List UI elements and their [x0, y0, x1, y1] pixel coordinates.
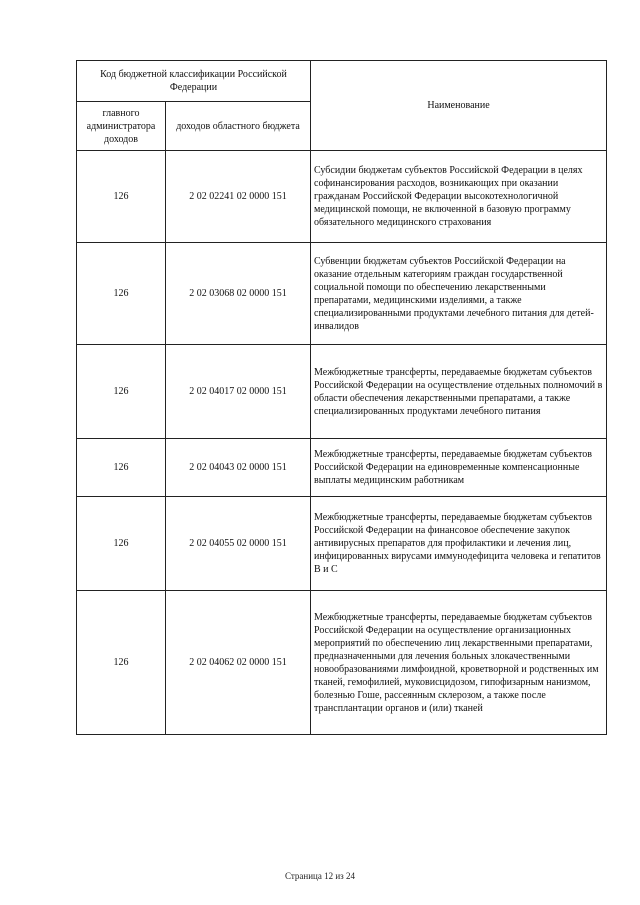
admin-code-cell: 126	[77, 497, 166, 591]
header-main-administrator: главного администратора доходов	[77, 102, 166, 151]
name-cell: Межбюджетные трансферты, передаваемые бюджетам субъектов Российской Федерации на осуществление организационных мероприятий по обеспечению лиц лекарственными препаратами, предназначенными для лечения больных злокачественными новообразованиями лимфоидной, кроветворной и родственных им тканей, гемофилией, муковисцидозом, гипофизарным нанизмом, болезнью Гоше, рассеянным склерозом, а также после трансплантации органов и (или) тканей	[311, 591, 607, 735]
budget-classification-table	[76, 60, 607, 735]
table-row	[77, 345, 607, 439]
page-number: Страница 12 из 24	[285, 871, 355, 881]
revenue-code-cell: 2 02 02241 02 0000 151	[166, 151, 311, 243]
table-row	[77, 243, 607, 345]
revenue-code-cell: 2 02 04017 02 0000 151	[166, 345, 311, 439]
header-regional-revenue: доходов областного бюджета	[166, 102, 311, 151]
revenue-code-cell: 2 02 04055 02 0000 151	[166, 497, 311, 591]
header-name: Наименование	[311, 61, 607, 151]
table-row	[77, 151, 607, 243]
admin-code-cell: 126	[77, 151, 166, 243]
table-row	[77, 439, 607, 497]
name-cell: Субвенции бюджетам субъектов Российской Федерации на оказание отдельным категориям граждан государственной социальной помощи по обеспечению лекарственными препаратами, медицинскими изделиями, а также специализированными продуктами лечебного питания для детей-инвалидов	[311, 243, 607, 345]
admin-code-cell: 126	[77, 439, 166, 497]
revenue-code-cell: 2 02 04062 02 0000 151	[166, 591, 311, 735]
admin-code-cell: 126	[77, 243, 166, 345]
admin-code-cell: 126	[77, 345, 166, 439]
name-cell: Субсидии бюджетам субъектов Российской Федерации в целях софинансирования расходов, возникающих при оказании гражданам Российской Федерации высокотехнологичной медицинской помощи, не включенной в базовую программу обязательного медицинского страхования	[311, 151, 607, 243]
table-row	[77, 591, 607, 735]
name-cell: Межбюджетные трансферты, передаваемые бюджетам субъектов Российской Федерации на единовременные компенсационные выплаты медицинским работникам	[311, 439, 607, 497]
name-cell: Межбюджетные трансферты, передаваемые бюджетам субъектов Российской Федерации на финансовое обеспечение закупок антивирусных препаратов для профилактики и лечения лиц, инфицированных вирусами иммунодефицита человека и гепатитов В и С	[311, 497, 607, 591]
admin-code-cell: 126	[77, 591, 166, 735]
revenue-code-cell: 2 02 03068 02 0000 151	[166, 243, 311, 345]
name-cell: Межбюджетные трансферты, передаваемые бюджетам субъектов Российской Федерации на осуществление отдельных полномочий в области обеспечения лекарственными препаратами, а также специализированных продуктами лечебного питания	[311, 345, 607, 439]
header-classification-code: Код бюджетной классификации Российской Федерации	[77, 61, 311, 102]
table-row	[77, 497, 607, 591]
revenue-code-cell: 2 02 04043 02 0000 151	[166, 439, 311, 497]
